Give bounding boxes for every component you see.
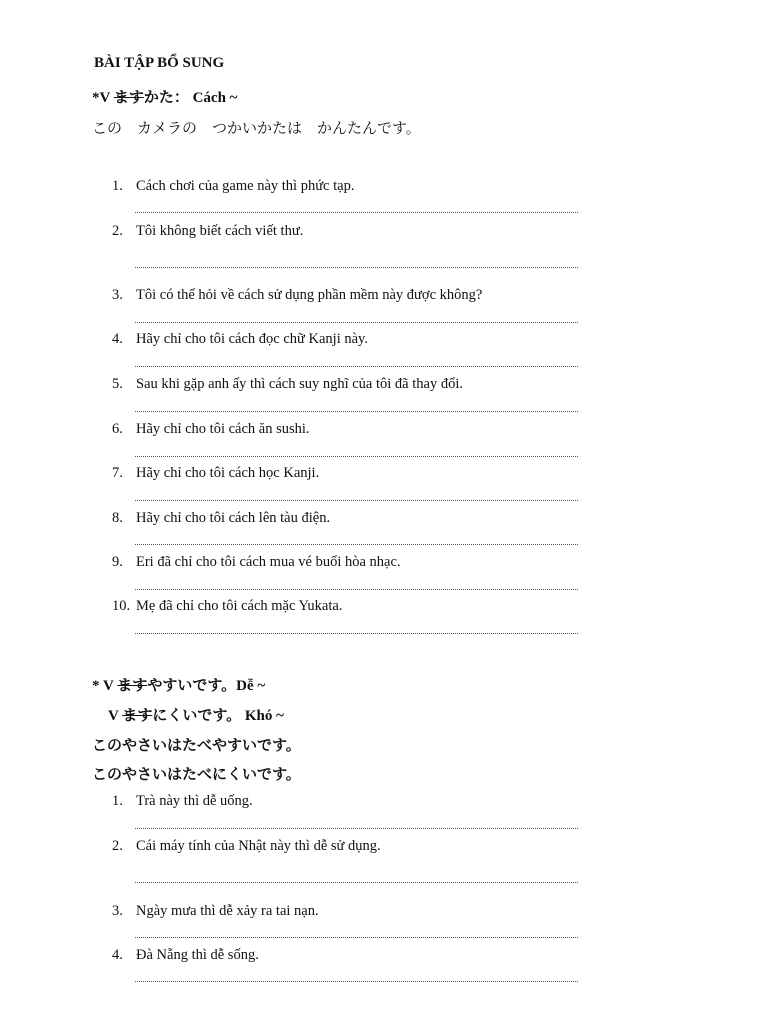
heading-struck-masu: ます [113, 90, 144, 106]
exercise-text: Ngày mưa thì dễ xảy ra tai nạn. [136, 903, 319, 919]
section2-example-hard: このやさいはたべにくいです。 [92, 767, 301, 783]
heading-rest: にくいです。 Khó ~ [152, 708, 284, 724]
answer-line[interactable] [135, 937, 578, 938]
exercise-number: 1. [112, 178, 123, 194]
answer-line[interactable] [135, 981, 578, 982]
exercise-number: 1. [112, 793, 123, 809]
answer-line[interactable] [135, 882, 578, 883]
section2-heading-easy [92, 674, 265, 695]
section1-example: この カメラの つかいかたは かんたんです。 [92, 121, 421, 137]
heading-rest: やすいです。Dễ ~ [147, 678, 266, 694]
exercise-number: 6. [112, 421, 123, 437]
exercise-item [112, 510, 330, 527]
exercise-item [112, 178, 354, 195]
heading-prefix: * V [92, 678, 118, 694]
exercise-text: Đà Nẵng thì dễ sống. [136, 947, 259, 963]
exercise-item [112, 421, 310, 438]
exercise-number: 4. [112, 947, 123, 963]
answer-line[interactable] [135, 589, 578, 590]
exercise-text: Cái máy tính của Nhật này thì dễ sử dụng. [136, 838, 381, 854]
answer-line[interactable] [135, 633, 578, 634]
exercise-number: 7. [112, 465, 123, 481]
exercise-item [112, 223, 303, 240]
exercise-number: 10. [112, 598, 131, 614]
exercise-number: 8. [112, 510, 123, 526]
exercise-number: 4. [112, 331, 123, 347]
exercise-item [112, 793, 253, 810]
answer-line[interactable] [135, 828, 578, 829]
exercise-item [112, 465, 319, 482]
exercise-number: 5. [112, 376, 123, 392]
exercise-item [112, 376, 463, 393]
answer-line[interactable] [135, 267, 578, 268]
section1-heading [92, 86, 237, 107]
answer-line[interactable] [135, 544, 578, 545]
answer-line[interactable] [135, 322, 578, 323]
exercise-text: Hãy chỉ cho tôi cách học Kanji. [136, 465, 320, 481]
answer-line[interactable] [135, 366, 578, 367]
exercise-text: Hãy chỉ cho tôi cách đọc chữ Kanji này. [136, 331, 368, 347]
exercise-item [112, 947, 259, 964]
exercise-text: Mẹ đã chỉ cho tôi cách mặc Yukata. [136, 598, 343, 614]
exercise-text: Trà này thì dễ uống. [136, 793, 253, 809]
answer-line[interactable] [135, 411, 578, 412]
section2-heading-hard [108, 704, 284, 725]
exercise-text: Sau khi gặp anh ấy thì cách suy nghĩ của tôi đã thay đổi. [136, 376, 463, 392]
exercise-number: 3. [112, 287, 123, 303]
exercise-item [112, 903, 319, 920]
answer-line[interactable] [135, 212, 578, 213]
exercise-number: 2. [112, 838, 123, 854]
exercise-text: Hãy chỉ cho tôi cách ăn sushi. [136, 421, 310, 437]
exercise-number: 3. [112, 903, 123, 919]
exercise-text: Tôi không biết cách viết thư. [136, 223, 304, 239]
exercise-item [112, 331, 368, 348]
heading-rest: かた： Cách ~ [143, 90, 238, 106]
exercise-item [112, 287, 482, 304]
exercise-text: Tôi có thể hỏi về cách sử dụng phần mềm này được không? [136, 287, 483, 303]
exercise-number: 2. [112, 223, 123, 239]
exercise-item [112, 598, 342, 615]
section2-example-easy: このやさいはたべやすいです。 [92, 738, 301, 754]
exercise-item [112, 554, 401, 571]
heading-prefix: V [108, 708, 123, 724]
heading-struck-masu: ます [117, 678, 148, 694]
heading-prefix: *V [92, 90, 114, 106]
worksheet-title: BÀI TẬP BỔ SUNG [94, 55, 225, 71]
exercise-item [112, 838, 381, 855]
exercise-number: 9. [112, 554, 123, 570]
exercise-text: Hãy chỉ cho tôi cách lên tàu điện. [136, 510, 331, 526]
answer-line[interactable] [135, 500, 578, 501]
exercise-text: Eri đã chỉ cho tôi cách mua vé buổi hòa nhạc. [136, 554, 401, 570]
answer-line[interactable] [135, 456, 578, 457]
heading-struck-masu: ます [122, 708, 153, 724]
exercise-text: Cách chơi của game này thì phức tạp. [136, 178, 355, 194]
